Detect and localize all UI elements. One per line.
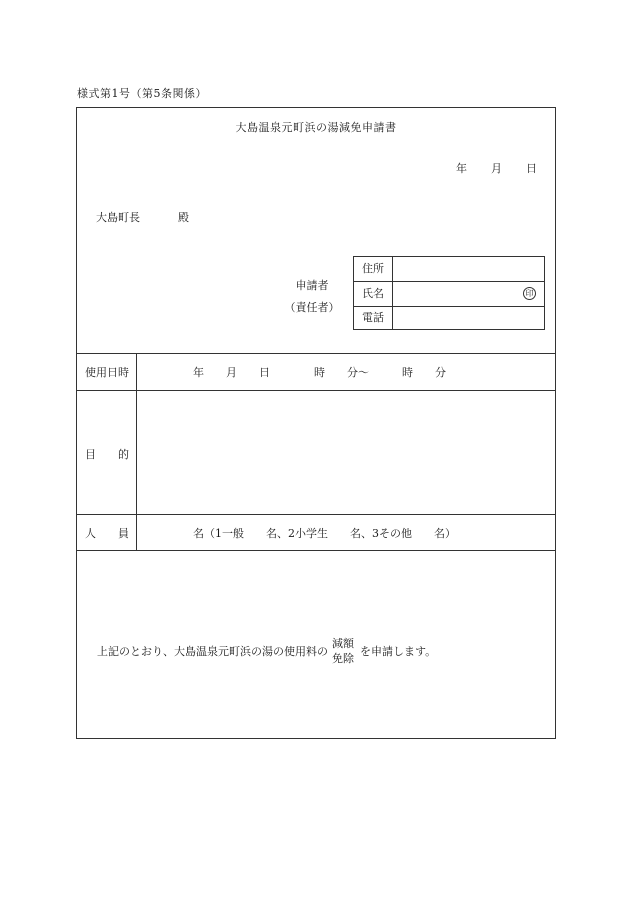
- name-label: 氏名: [362, 287, 384, 300]
- exemption-option[interactable]: 免除: [332, 652, 354, 665]
- statement-after: を申請します。: [360, 645, 437, 658]
- date-year: 年: [456, 162, 467, 175]
- applicant-subtitle: （責任者）: [284, 301, 340, 314]
- address-field[interactable]: [392, 257, 544, 281]
- usage-datetime-label: 使用日時: [85, 366, 129, 379]
- statement: [97, 636, 436, 666]
- form-number-label: 様式第1号（第5条関係）: [77, 87, 207, 100]
- name-field[interactable]: [392, 282, 544, 306]
- phone-row: [354, 306, 544, 330]
- purpose-field[interactable]: [141, 400, 541, 500]
- date-month: 月: [491, 162, 502, 175]
- applicant-info-table: [353, 256, 545, 330]
- address-label: 住所: [362, 262, 384, 275]
- date-day: 日: [526, 162, 537, 175]
- phone-field[interactable]: [392, 306, 544, 330]
- people-label: 人 員: [85, 527, 129, 540]
- seal-icon: 印: [523, 287, 536, 300]
- date-line: [456, 160, 537, 176]
- applicant-label: [282, 275, 342, 319]
- application-form: [76, 107, 556, 739]
- form-title: 大島温泉元町浜の湯減免申請書: [235, 121, 397, 134]
- name-row: [354, 282, 544, 306]
- phone-label: 電話: [362, 311, 384, 324]
- usage-datetime-field[interactable]: 年 月 日 時 分～ 時 分: [193, 366, 446, 379]
- applicant-title: 申請者: [295, 279, 329, 292]
- addressee-name: 大島町長: [96, 211, 140, 224]
- addressee: [96, 209, 189, 225]
- people-field[interactable]: 名（1一般 名、2小学生 名、3その他 名）: [193, 527, 456, 540]
- statement-before: 上記のとおり、大島温泉元町浜の湯の使用料の: [97, 645, 328, 658]
- address-row: [354, 257, 544, 281]
- addressee-honorific: 殿: [178, 211, 189, 224]
- fee-option-stack: [332, 636, 354, 666]
- reduction-option[interactable]: 減額: [332, 637, 354, 650]
- purpose-label: 目 的: [85, 448, 129, 461]
